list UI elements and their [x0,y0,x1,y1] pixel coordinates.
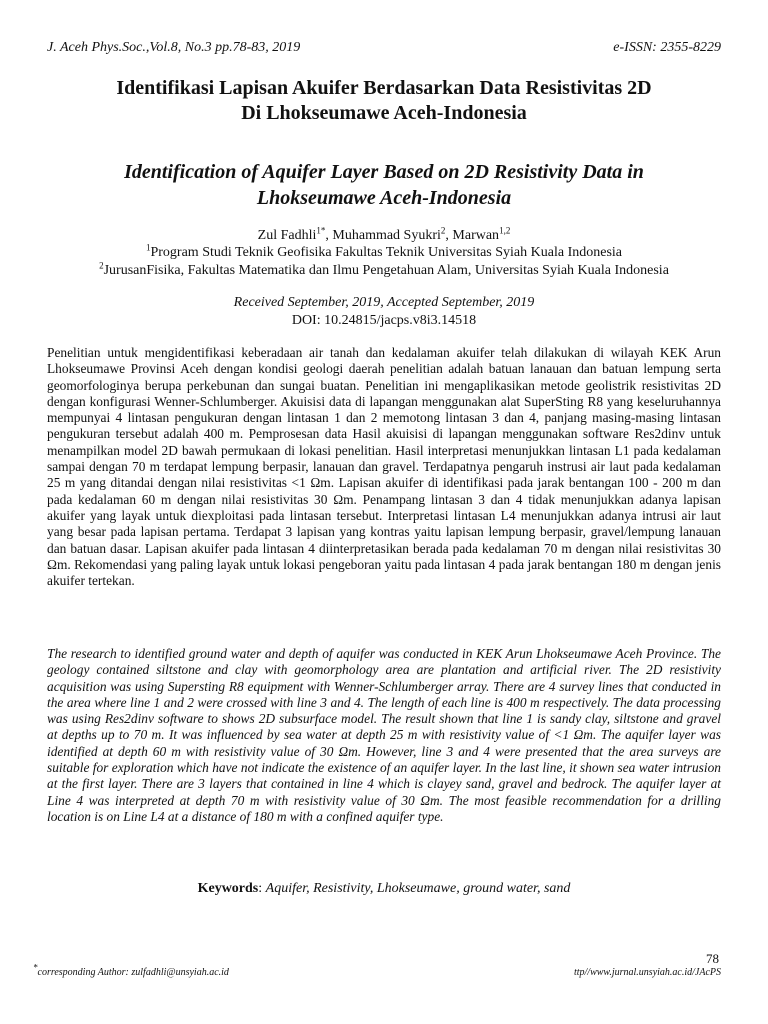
affiliation-marker: 2 [99,260,104,271]
title-id-line-2: Di Lhokseumawe Aceh-Indonesia [241,102,527,124]
author-name: Muhammad Syukri [332,228,441,243]
paper-title-indonesian [47,76,721,126]
doi: DOI: 10.24815/jacps.v8i3.14518 [291,313,477,328]
affiliation-text: JurusanFisika, Fakultas Matematika dan Ilmu Pengetahuan Alam, Universitas Syiah Kuala Indonesia [103,263,669,278]
author-affiliation-marker: 1,2 [499,225,511,236]
received-accepted-dates: Received September, 2019, Accepted September, 2019 [233,295,535,310]
issn: e-ISSN: 2355-8229 [613,40,721,55]
publication-dates [47,294,721,330]
abstract-english: The research to identified ground water and depth of aquifer was conducted in KEK Arun Lhokseumawe Aceh Province. The geology contained siltstone and clay with geomorphology area are plantation and artificial river. The 2D resistivity acquisition was using Supersting R8 equipment with Wenner-Schlumberger array. There are 4 survey lines that conducted in the area where line 1 and 2 were crossed with line 3 and 4. The length of each line is 400 m respectively. The data processing was using Res2dinv software to shows 2D subsurface model. The result shown that line 1 is sandy clay, siltstone and gravel at depths up to 70 m. It was influenced by sea water at depth 25 m with resistivity value of <1 Ωm. The aquifer layer was identified at depth 60 m with resistivity value of 30 Ωm. However, line 3 and 4 were presented that the area surveys are suitable for exploration which have not indicate the existence of an aquifer layer. In the last line, it shown sea water intrusion at the first layer. There are 3 layers that contained in line 4 which is clayey sand, gravel and bedrock. The aquifer layer at Line 4 was interpreted at depth 70 m with resistivity value of 30 Ωm. The most feasible recommendation for a drilling location is on Line L4 at a distance of 180 m with a confined aquifer type. [47,646,721,824]
paper-title-english [47,159,721,211]
journal-citation: J. Aceh Phys.Soc.,Vol.8, No.3 pp.78-83, 2019 [47,40,301,55]
affiliation [40,262,728,280]
author-separator: , [325,228,333,243]
page-number: 78 [706,951,719,966]
affiliation-text: Program Studi Teknik Geofisika Fakultas Teknik Universitas Syiah Kuala Indonesia [150,245,622,260]
journal-url: ttp//www.jurnal.unsyiah.ac.id/JAcPS [573,967,721,978]
author-name: Marwan [452,228,500,243]
corresponding-author [33,962,229,978]
keywords-label: Keywords [197,881,259,896]
keywords-separator: : [258,881,266,896]
corresponding-marker: * [33,962,38,973]
author-affiliation-marker: 2 [440,225,446,236]
affiliations [40,244,728,280]
title-id-line-1: Identifikasi Lapisan Akuifer Berdasarkan Data Resistivitas 2D [116,77,652,99]
author-separator: , [445,228,453,243]
keywords [47,881,721,897]
title-en-line-2: Lhokseumawe Aceh-Indonesia [256,187,512,209]
corresponding-author-text: corresponding Author: zulfadhli@unsyiah.ac.id [37,967,229,978]
affiliation-marker: 1 [145,242,151,253]
affiliation [40,244,728,262]
author-affiliation-marker: 1* [316,225,326,236]
abstract-indonesian: Penelitian untuk mengidentifikasi keberadaan air tanah dan kedalaman akuifer telah dilakukan di wilayah KEK Arun Lhokseumawe Provinsi Aceh dengan kondisi geologi daerah penelitian adalah batuan lanauan dan batuan lempung serta geomorfologinya berupa perkebunan dan sungai buatan. Penelitian ini mengaplikasikan metode geolistrik resistivitas 2D dengan konfigurasi Wenner-Schlumberger. Akuisisi data di lapangan menggunakan alat SuperSting R8 yang keseluruhannya mempunyai 4 lintasan pengukuran dengan lintasan 1 dan 2 memotong lintasan 3 dan 4, panjang masing-masing lintasan pengukuran tersebut adalah 400 m. Pemprosesan data Hasil akuisisi di lapangan menggunakan software Res2dinv untuk menampilkan model 2D bawah permukaan di lokasi penelitian. Hasil interpretasi menunjukkan lintasan L1 pada kedalaman sampai dengan 70 m terdapat lempung berpasir, lanauan dan gravel. Terdapatnya pengaruh instrusi air laut pada kedalaman 25 m yang ditandai dengan nilai resistivitas <1 Ωm. Lapisan akuifer di identifikasi pada jarak bentangan 100 - 200 m dan pada kedalaman 60 m dengan nilai resistivitas 30 Ωm. Penampang lintasan 3 dan 4 tidak menunjukkan adanya lapisan akuifer yang layak untuk diexploitasi pada lintasan tersebut. Interpretasi lintasan L4 menunjukkan adanya intrusi air laut yang besar pada lapisan pertama. Terdapat 3 lapisan yang kontras yaitu lapisan lempung berpasir, gravel/lempung lanauan dan batuan dasar. Lapisan akuifer pada lintasan 4 diinterpretasikan berada pada kedalaman 70 m dengan nilai resistivitas 30 Ωm. Rekomendasi yang paling layak untuk lokasi pengeboran yaitu pada lintasan 4 pada jarak bentangan 180 m dengan jenis akuifer tertekan. [47,345,721,589]
keywords-text: Aquifer, Resistivity, Lhokseumawe, ground water, sand [265,881,571,896]
title-en-line-1: Identification of Aquifer Layer Based on 2D Resistivity Data in [124,161,644,183]
author-name: Zul Fadhli [257,228,317,243]
